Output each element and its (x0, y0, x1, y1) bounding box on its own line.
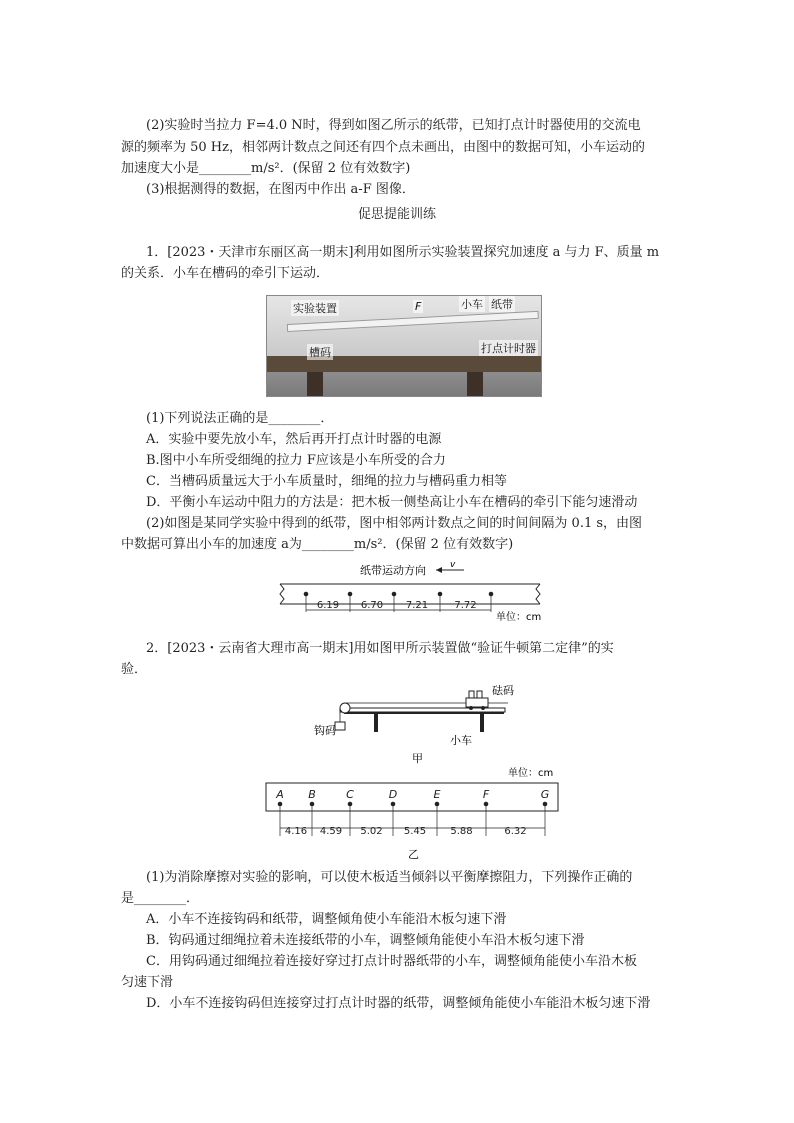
table-leg-right (480, 714, 484, 732)
table-leg-left (374, 714, 378, 732)
direction-arrow-head (436, 567, 442, 573)
tape-torn-right (536, 584, 540, 604)
label-hook-weight: 钩码 (314, 724, 336, 737)
apparatus-diagram (314, 684, 520, 765)
cart-wheel (481, 706, 485, 710)
q2-option-d: D．小车不连接钩码但连接穿过打点计时器的纸带，调整倾角能使小车能沿木板匀速下滑 (146, 996, 651, 1011)
photo-label-hook-weight: 槽码 (309, 346, 331, 359)
slotted-weight (477, 691, 482, 698)
q2-line-2: 验． (121, 662, 148, 677)
caption-jia: 甲 (412, 752, 423, 765)
intro-line-2: 源的频率为 50 Hz，相邻两计数点之间还有四个点未画出，由图中的数据可知，小车运动的 (121, 140, 645, 155)
segment-length: 7.72 (454, 600, 477, 611)
label-cart: 小车 (450, 734, 472, 747)
segment-length: 4.16 (284, 826, 308, 837)
photo-table-leg (307, 372, 323, 396)
point-label: G (540, 788, 550, 801)
photo-label-cart: 小车 (461, 298, 483, 311)
q1-option-b: B.图中小车所受细绳的拉力 F应该是小车所受的合力 (146, 453, 446, 468)
track-board (340, 708, 505, 712)
tape1-points (304, 592, 494, 597)
q1-line-2: 的关系．小车在槽码的牵引下运动． (121, 266, 330, 281)
segment-length: 7.21 (405, 600, 429, 611)
tape-direction-label: 纸带运动方向 (360, 564, 426, 577)
experiment-photo (266, 295, 542, 397)
point-label: F (482, 788, 490, 801)
caption-yi: 乙 (408, 848, 419, 861)
q1-part2-line-2: 中数据可算出小车的加速度 a为________m/s²．(保留 2 位有效数字) (121, 537, 514, 552)
q2-part1-line-2: 是________． (121, 891, 200, 906)
intro-line-3: 加速度大小是________m/s²．(保留 2 位有效数字) (121, 161, 411, 176)
tape-torn-left (280, 584, 284, 604)
intro-line-4: (3)根据测得的数据，在图丙中作出 a-F 图像． (146, 182, 415, 197)
segment-length: 5.45 (403, 826, 427, 837)
point-label: C (346, 788, 354, 801)
photo-label-setup: 实验装置 (293, 302, 337, 315)
photo-label-timer: 打点计时器 (481, 342, 536, 355)
photo-label-tape: 纸带 (491, 298, 513, 311)
photo-table-leg (467, 372, 483, 396)
tape2-unit: 单位：cm (508, 768, 554, 779)
velocity-symbol: v (450, 560, 456, 570)
tape-unit: 单位：cm (496, 612, 542, 623)
slotted-weight (469, 691, 474, 698)
tape2-points (275, 788, 549, 806)
q2-option-a: A．小车不连接钩码和纸带，调整倾角使小车能沿木板匀速下滑 (146, 912, 507, 927)
track-underside (344, 712, 504, 714)
q1-option-c: C．当槽码质量远大于小车质量时，细绳的拉力与槽码重力相等 (146, 474, 507, 489)
q1-line-1: 1．[2023・天津市东丽区高一期末]利用如图所示实验装置探究加速度 a 与力 F、质量 m (146, 245, 660, 260)
q1-part2-line-1: (2)如图是某同学实验中得到的纸带，图中相邻两计数点之间的时间间隔为 0.1 s，由图 (146, 516, 643, 531)
photo-label-force: F (415, 300, 422, 313)
q2-option-c: C．用钩码通过细绳拉着连接好穿过打点计时器纸带的小车，调整倾角能使小车沿木板 (146, 954, 637, 969)
hook-weight (335, 722, 345, 730)
point-label: B (308, 788, 316, 801)
segment-length: 5.88 (450, 826, 473, 837)
point-label: A (276, 788, 284, 801)
segment-length: 6.19 (316, 600, 340, 611)
paper-tape-1 (270, 560, 550, 622)
q1-option-a: A．实验中要先放小车，然后再开打点计时器的电源 (146, 432, 442, 447)
tape1-dims (306, 594, 491, 612)
q2-line-1: 2．[2023・云南省大理市高一期末]用如图甲所示装置做“验证牛顿第二定律”的实 (146, 641, 614, 656)
q1-part1-stem: (1)下列说法正确的是________． (146, 411, 334, 426)
section-title: 促思提能训练 (357, 207, 436, 222)
label-weights: 砝码 (492, 684, 514, 697)
intro-line-1: (2)实验时当拉力 F=4.0 N时，得到如图乙所示的纸带，已知打点计时器使用的交流电 (146, 118, 641, 133)
segment-length: 5.02 (360, 826, 383, 837)
segment-length: 6.70 (360, 600, 384, 611)
q2-option-c-cont: 匀速下滑 (121, 975, 174, 990)
q1-option-d: D．平衡小车运动中阻力的方法是：把木板一侧垫高让小车在槽码的牵引下能匀速滑动 (146, 495, 638, 510)
cart-wheel (469, 706, 473, 710)
tape2-dims (280, 804, 545, 837)
pulley (340, 703, 350, 713)
paper-tape-2 (262, 764, 562, 860)
q2-part1-line-1: (1)为消除摩擦对实验的影响，可以使木板适当倾斜以平衡摩擦阻力，下列操作正确的 (146, 870, 633, 885)
point-label: D (388, 788, 398, 801)
point-label: E (433, 788, 441, 801)
cart-body (466, 698, 488, 707)
segment-length: 4.59 (319, 826, 343, 837)
segment-length: 6.32 (504, 826, 527, 837)
q2-option-b: B．钩码通过细绳拉着未连接纸带的小车，调整倾角能使小车沿木板匀速下滑 (146, 933, 585, 948)
